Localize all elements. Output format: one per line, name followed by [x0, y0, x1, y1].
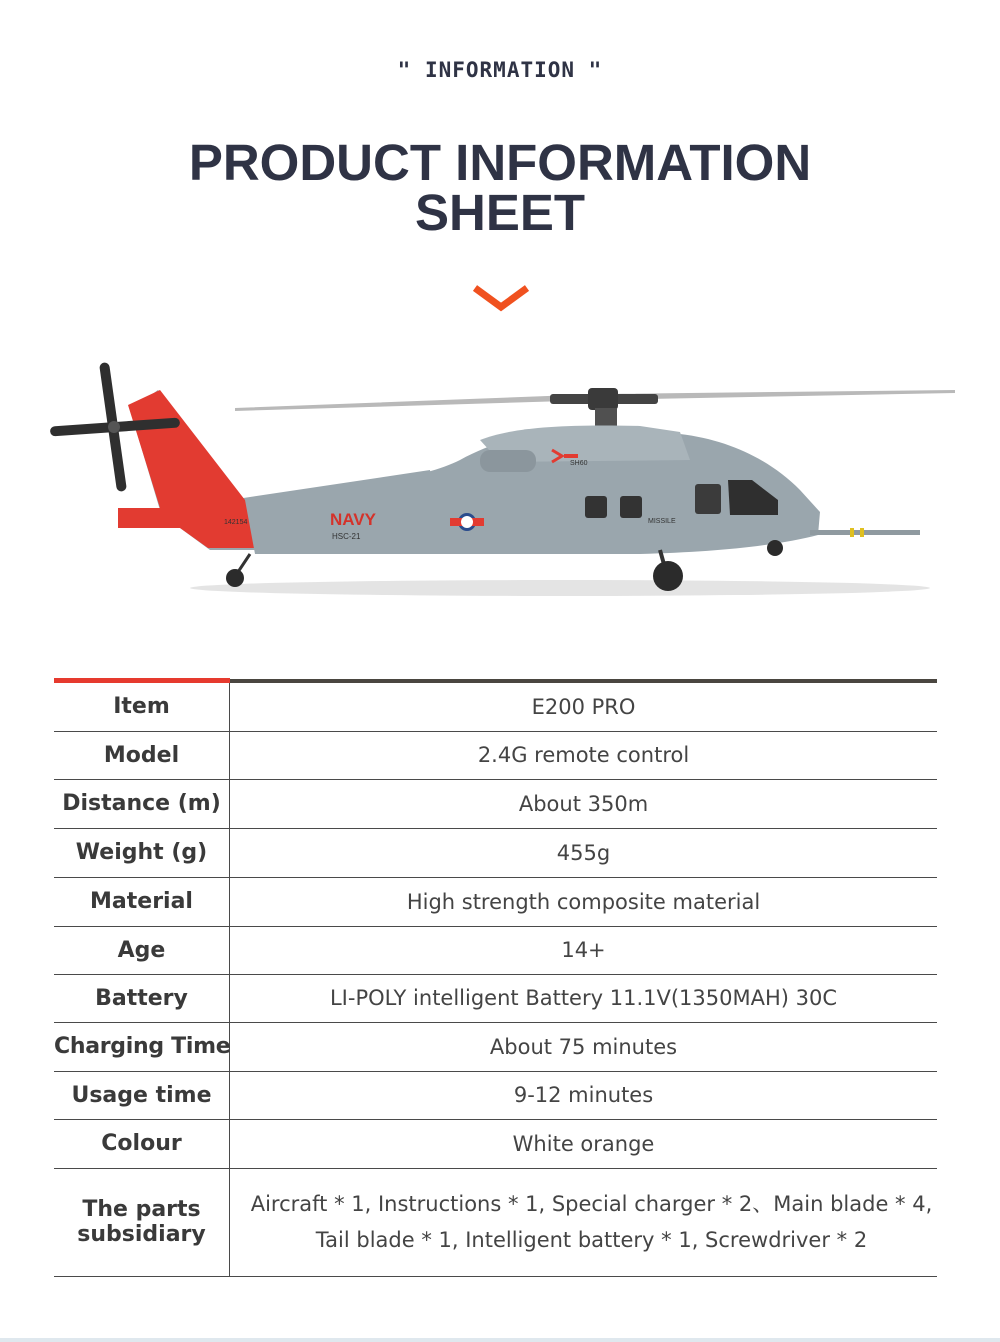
row-label: Distance (m) [54, 779, 230, 828]
spec-table [54, 683, 937, 1277]
row-value: E200 PRO [230, 683, 938, 731]
ground-shadow [190, 580, 930, 596]
row-value: 14+ [230, 926, 938, 974]
row-label: Age [54, 926, 230, 974]
page-title [0, 134, 1000, 241]
table-row [54, 1022, 937, 1071]
table-row-parts [54, 1168, 937, 1276]
row-value: About 350m [230, 779, 938, 828]
table-row [54, 731, 937, 779]
tail-number-marking: 142154 [224, 519, 248, 526]
parts-value-line-1: Aircraft * 1, Instructions * 1, Special charger * 2、Main blade * 4, [250, 1192, 933, 1216]
parts-label-line-1: The parts [82, 1197, 201, 1222]
table-row [54, 683, 937, 731]
row-value: 455g [230, 828, 938, 877]
table-row [54, 828, 937, 877]
helicopter-image [40, 350, 960, 610]
row-label: Model [54, 731, 230, 779]
tail-wheel [226, 569, 244, 587]
parts-value [230, 1168, 938, 1276]
row-label: Usage time [54, 1071, 230, 1119]
table-row [54, 779, 937, 828]
main-wheel [653, 561, 683, 591]
row-value: High strength composite material [230, 877, 938, 926]
table-row [54, 926, 937, 974]
row-label: Weight (g) [54, 828, 230, 877]
section-eyebrow: " INFORMATION " [397, 58, 603, 82]
missile-marking: MISSILE [648, 518, 676, 525]
squadron-marking: HSC-21 [332, 532, 361, 541]
table-row [54, 974, 937, 1022]
row-value: 9-12 minutes [230, 1071, 938, 1119]
row-value: About 75 minutes [230, 1022, 938, 1071]
title-line-1: PRODUCT INFORMATION [188, 134, 812, 191]
row-label: Item [54, 683, 230, 731]
chevron-down-icon [472, 284, 530, 312]
row-label: Colour [54, 1119, 230, 1168]
parts-label [54, 1168, 230, 1276]
row-label: Charging Time [54, 1022, 230, 1071]
row-label: Material [54, 877, 230, 926]
parts-label-line-2: subsidiary [77, 1222, 206, 1247]
bottom-strip [0, 1338, 1000, 1342]
table-row [54, 1071, 937, 1119]
row-value: 2.4G remote control [230, 731, 938, 779]
row-value: White orange [230, 1119, 938, 1168]
title-line-2: SHEET [414, 184, 586, 241]
row-value: LI-POLY intelligent Battery 11.1V(1350MAH) 30C [230, 974, 938, 1022]
table-row [54, 1119, 937, 1168]
row-label: Battery [54, 974, 230, 1022]
table-row [54, 877, 937, 926]
parts-value-line-2: Tail blade * 1, Intelligent battery * 1, Screwdriver * 2 [315, 1228, 868, 1252]
nose-tag-marking: SH60 [570, 460, 588, 467]
navy-marking: NAVY [330, 510, 376, 529]
